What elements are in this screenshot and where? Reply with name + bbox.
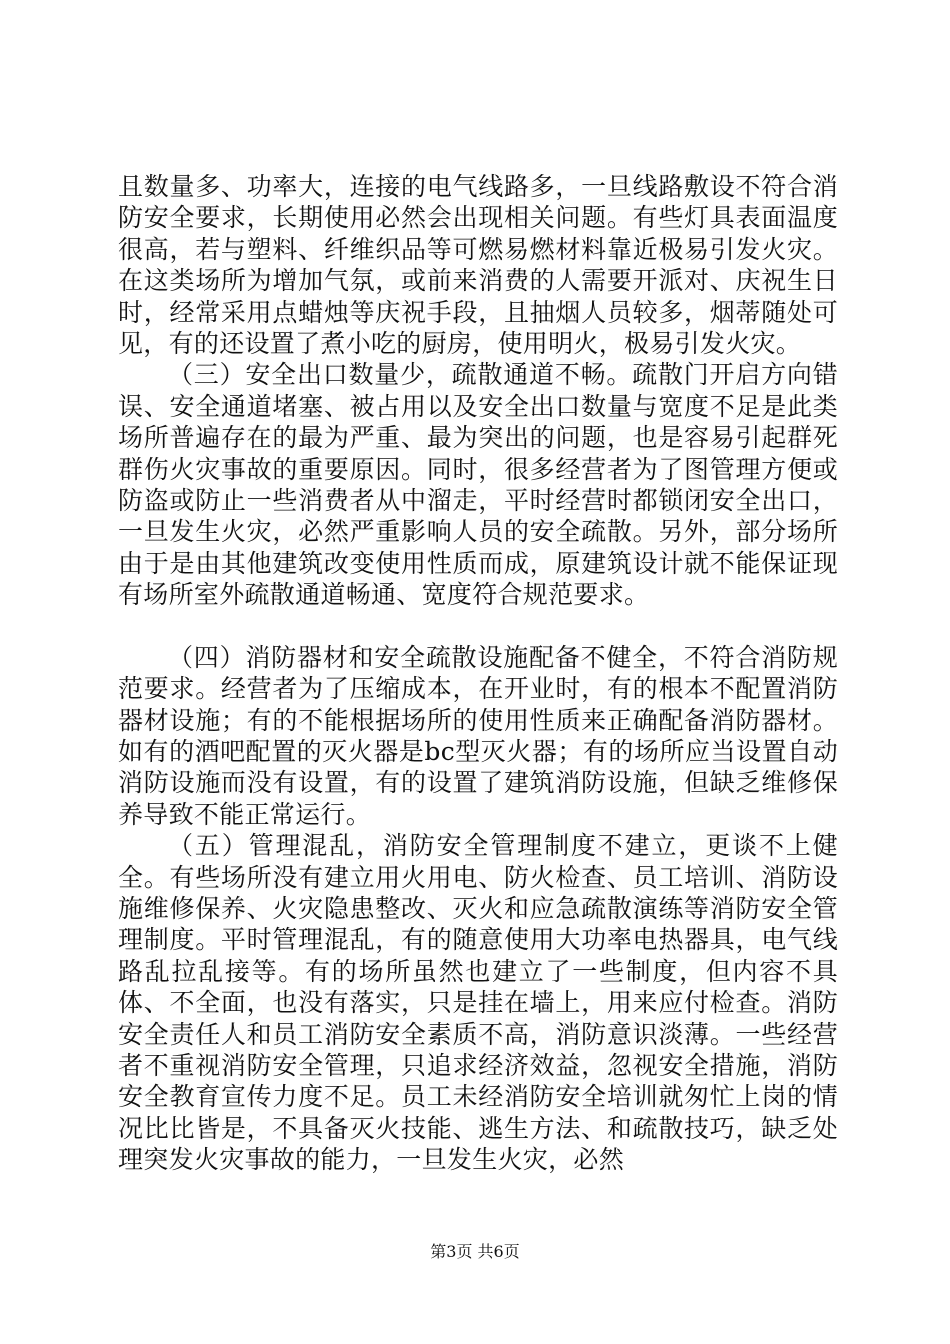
page-number-footer: 第3页 共6页 (430, 1242, 520, 1261)
paragraph-2: （三）安全出口数量少，疏散通道不畅。疏散门开启方向错误、安全通道堵塞、被占用以及安全出口数量与宽度不足是此类场所普遍存在的最为严重、最为突出的问题，也是容易引起群死群伤火灾事故的重要原因。同时，很多经营者为了图管理方便或防盗或防止一些消费者从中溜走，平时经营时都锁闭安全出口，一旦发生火灾，必然严重影响人员的安全疏散。另外，部分场所由于是由其他建筑改变使用性质而成，原建筑设计就不能保证现有场所室外疏散通道畅通、宽度符合规范要求。 (118, 360, 838, 610)
paragraph-4: （五）管理混乱，消防安全管理制度不建立，更谈不上健全。有些场所没有建立用火用电、防火检查、员工培训、消防设施维修保养、火灾隐患整改、灭火和应急疏散演练等消防安全管理制度。平时管理混乱，有的随意使用大功率电热器具，电气线路乱拉乱接等。有的场所虽然也建立了一些制度，但内容不具体、不全面，也没有落实，只是挂在墙上，用来应付检查。消防安全责任人和员工消防安全素质不高，消防意识淡薄。一些经营者不重视消防安全管理，只追求经济效益，忽视安全措施，消防安全教育宣传力度不足。员工未经消防安全培训就匆忙上岗的情况比比皆是，不具备灭火技能、逃生方法、和疏散技巧，缺乏处理突发火灾事故的能力，一旦发生火灾，必然 (118, 831, 838, 1175)
paragraph-1: 且数量多、功率大，连接的电气线路多，一旦线路敷设不符合消防安全要求，长期使用必然会出现相关问题。有些灯具表面温度很高，若与塑料、纤维织品等可燃易燃材料靠近极易引发火灾。在这类场所为增加气氛，或前来消费的人需要开派对、庆祝生日时，经常采用点蜡烛等庆祝手段，且抽烟人员较多，烟蒂随处可见，有的还设置了煮小吃的厨房，使用明火，极易引发火灾。 (118, 172, 838, 359)
paragraph-gap (118, 611, 838, 642)
document-body (118, 171, 838, 1176)
paragraph-3: （四）消防器材和安全疏散设施配备不健全，不符合消防规范要求。经营者为了压缩成本，在开业时，有的根本不配置消防器材设施；有的不能根据场所的使用性质来正确配备消防器材。如有的酒吧配置的灭火器是bc型灭火器；有的场所应当设置自动消防设施而没有设置，有的设置了建筑消防设施，但缺乏维修保养导致不能正常运行。 (118, 642, 838, 829)
